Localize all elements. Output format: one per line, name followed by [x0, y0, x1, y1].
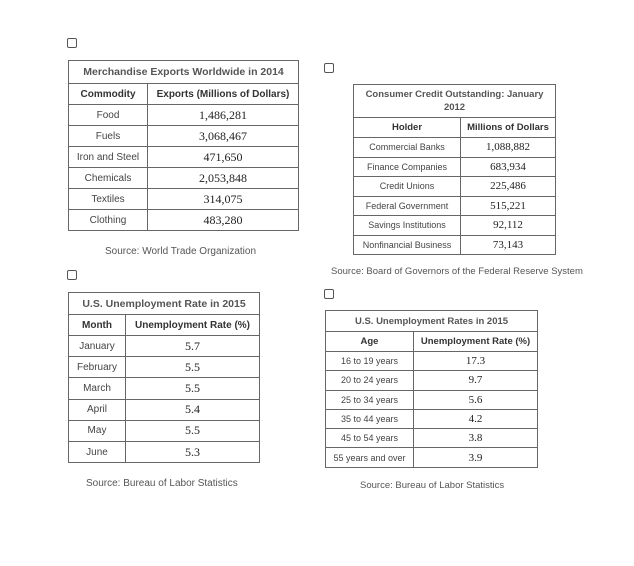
table-cell: Federal Government: [354, 196, 461, 216]
table-cell: 471,650: [148, 147, 299, 168]
table-cell: Iron and Steel: [69, 147, 148, 168]
table-row: [354, 157, 556, 177]
column-header: Millions of Dollars: [461, 118, 556, 138]
option-checkbox-credit[interactable]: [324, 63, 334, 73]
table-cell: Chemicals: [69, 168, 148, 189]
table-row: [69, 168, 299, 189]
table-cell: Savings Institutions: [354, 216, 461, 236]
table-cell: 3.8: [414, 429, 538, 448]
exports-table: [68, 60, 299, 231]
table-cell: 16 to 19 years: [326, 352, 414, 371]
table-cell: 5.5: [126, 378, 260, 399]
table-row: [326, 448, 538, 467]
table-cell: 9.7: [414, 371, 538, 390]
table-cell: 225,486: [461, 177, 556, 197]
table-cell: Food: [69, 105, 148, 126]
column-header: Month: [69, 315, 126, 336]
table-row: [354, 216, 556, 236]
table-cell: February: [69, 357, 126, 378]
table-cell: 5.5: [126, 420, 260, 441]
column-header: Holder: [354, 118, 461, 138]
table-cell: 1,486,281: [148, 105, 299, 126]
table-row: [326, 429, 538, 448]
table-row: [354, 138, 556, 158]
table-cell: Nonfinancial Business: [354, 235, 461, 255]
table-cell: Credit Unions: [354, 177, 461, 197]
table-cell: 5.7: [126, 336, 260, 357]
table-cell: 483,280: [148, 210, 299, 231]
table-cell: Textiles: [69, 189, 148, 210]
table-title: Merchandise Exports Worldwide in 2014: [69, 61, 299, 84]
table-row: [354, 235, 556, 255]
unemployment-by-month-table: [68, 292, 260, 463]
table-row: [69, 420, 260, 441]
table-cell: 515,221: [461, 196, 556, 216]
table-cell: Finance Companies: [354, 157, 461, 177]
table-cell: 314,075: [148, 189, 299, 210]
table-row: [354, 177, 556, 197]
table-source: Source: Bureau of Labor Statistics: [86, 478, 238, 489]
table-cell: Clothing: [69, 210, 148, 231]
table-row: [69, 357, 260, 378]
table-cell: 55 years and over: [326, 448, 414, 467]
table-cell: May: [69, 420, 126, 441]
table-cell: 3,068,467: [148, 126, 299, 147]
table-title: U.S. Unemployment Rates in 2015: [326, 311, 538, 332]
table-cell: 683,934: [461, 157, 556, 177]
table-title: U.S. Unemployment Rate in 2015: [69, 293, 260, 315]
table-row: [326, 409, 538, 428]
table-source: Source: Board of Governors of the Federal Reserve System: [331, 266, 583, 277]
column-header: Age: [326, 332, 414, 352]
table-cell: 1,088,882: [461, 138, 556, 158]
table-row: [69, 126, 299, 147]
table-row: [69, 189, 299, 210]
table-cell: 25 to 34 years: [326, 390, 414, 409]
table-row: [69, 399, 260, 420]
table-cell: January: [69, 336, 126, 357]
table-cell: 17.3: [414, 352, 538, 371]
table-cell: 5.3: [126, 441, 260, 462]
table-source: Source: Bureau of Labor Statistics: [360, 480, 505, 491]
table-cell: 35 to 44 years: [326, 409, 414, 428]
column-header: Exports (Millions of Dollars): [148, 84, 299, 105]
column-header: Unemployment Rate (%): [414, 332, 538, 352]
table-cell: 5.6: [414, 390, 538, 409]
table-source: Source: World Trade Organization: [105, 246, 257, 257]
option-checkbox-unemployment-age[interactable]: [324, 289, 334, 299]
table-row: [69, 210, 299, 231]
table-row: [69, 378, 260, 399]
table-cell: 73,143: [461, 235, 556, 255]
table-cell: 20 to 24 years: [326, 371, 414, 390]
table-cell: 5.4: [126, 399, 260, 420]
column-header: Commodity: [69, 84, 148, 105]
table-row: [69, 336, 260, 357]
table-row: [326, 371, 538, 390]
table-row: [69, 441, 260, 462]
table-row: [354, 196, 556, 216]
option-checkbox-exports[interactable]: [67, 38, 77, 48]
table-cell: 3.9: [414, 448, 538, 467]
table-cell: 2,053,848: [148, 168, 299, 189]
table-cell: June: [69, 441, 126, 462]
table-cell: March: [69, 378, 126, 399]
table-cell: 92,112: [461, 216, 556, 236]
option-checkbox-unemployment-month[interactable]: [67, 270, 77, 280]
table-cell: Commercial Banks: [354, 138, 461, 158]
table-title: Consumer Credit Outstanding: January 2012: [354, 85, 556, 118]
table-row: [326, 390, 538, 409]
table-cell: 4.2: [414, 409, 538, 428]
column-header: Unemployment Rate (%): [126, 315, 260, 336]
table-cell: April: [69, 399, 126, 420]
table-cell: 5.5: [126, 357, 260, 378]
consumer-credit-table: [353, 84, 556, 255]
table-row: [69, 105, 299, 126]
table-row: [69, 147, 299, 168]
table-cell: 45 to 54 years: [326, 429, 414, 448]
table-cell: Fuels: [69, 126, 148, 147]
table-row: [326, 352, 538, 371]
unemployment-by-age-table: [325, 310, 538, 468]
